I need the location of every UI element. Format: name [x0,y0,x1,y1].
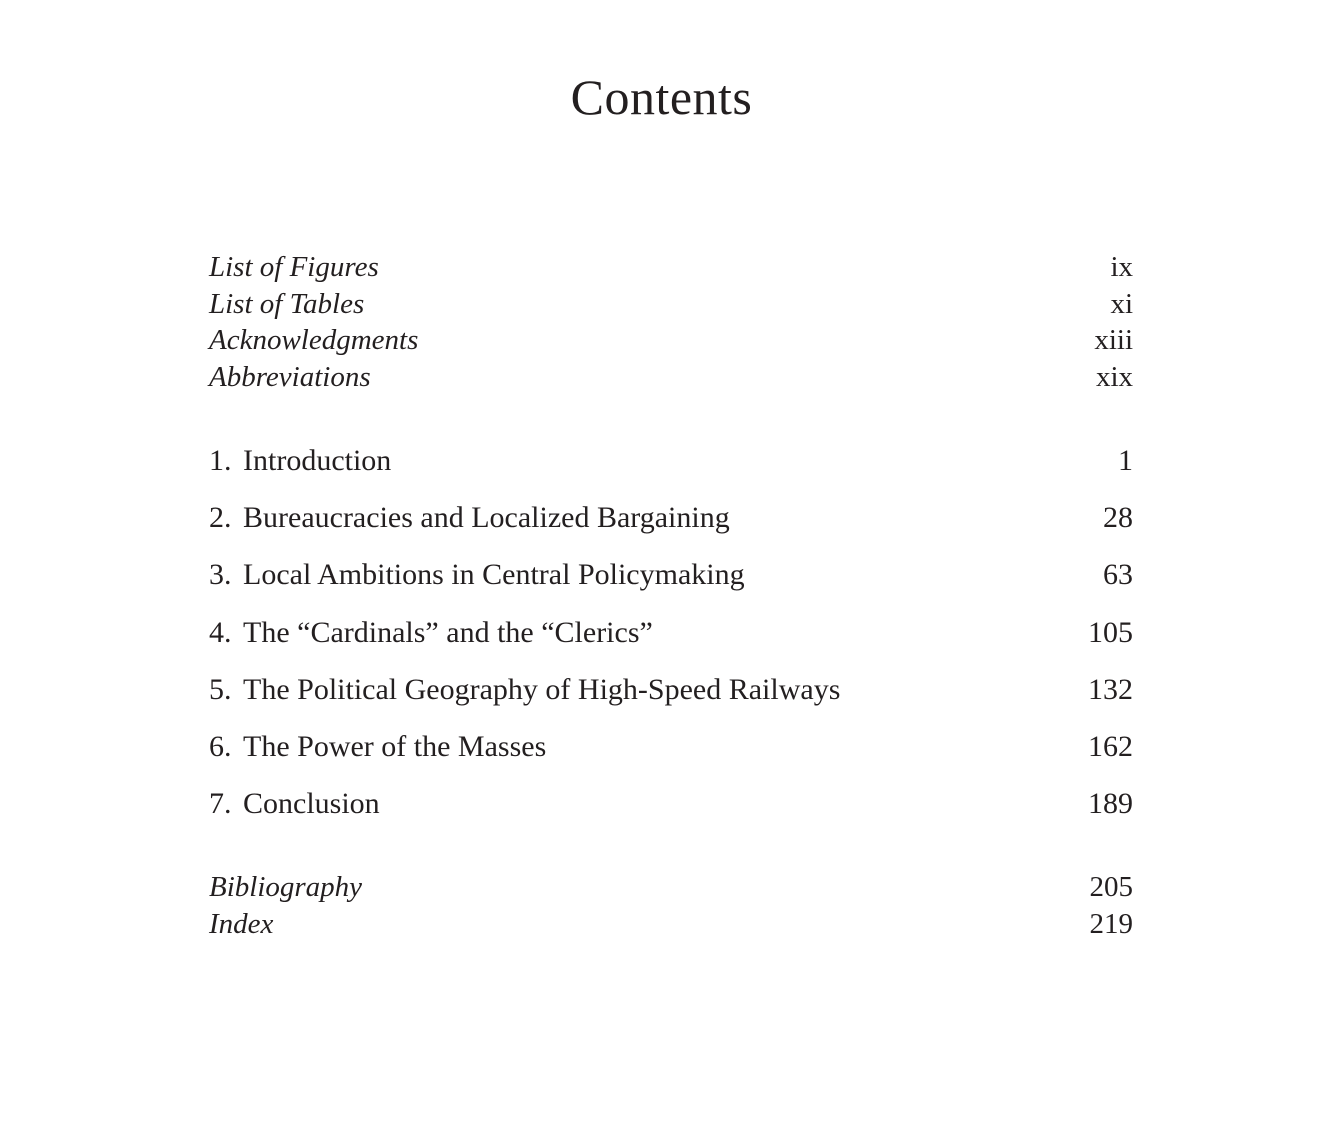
chapter-label [209,784,380,824]
chapter-label [209,498,730,538]
chapter-label [209,555,745,595]
toc-chapter-3[interactable] [209,555,1133,612]
page-title: Contents [570,69,753,125]
chapter-page: 132 [1088,672,1133,706]
toc-entry-list-of-tables[interactable] [209,286,1133,323]
chapter-title: Bureaucracies and Localized Bargaining [243,501,730,535]
chapter-number: 1. [209,444,232,477]
chapter-list [209,441,1133,841]
chapter-page: 28 [1103,501,1133,535]
front-matter-list [209,249,1133,395]
entry-page: xi [1110,287,1133,320]
entry-page: xiii [1094,324,1133,356]
chapter-label [209,727,546,767]
toc-entry-index[interactable] [209,906,1133,943]
toc-entry-abbreviations[interactable] [209,359,1133,396]
chapter-label [209,613,653,653]
chapter-page: 1 [1118,444,1133,477]
chapter-page: 105 [1088,615,1133,649]
toc-chapter-4[interactable] [209,613,1133,670]
entry-page: xix [1095,360,1133,393]
entry-label: Acknowledgments [209,324,419,356]
entry-label: List of Figures [209,251,379,283]
chapter-number: 7. [209,787,232,821]
chapter-number: 4. [209,615,232,649]
chapter-page: 63 [1103,558,1133,592]
entry-label: Abbreviations [209,360,371,393]
entry-page: 219 [1089,907,1133,940]
chapter-title: Introduction [243,444,392,477]
chapter-number: 6. [209,729,232,763]
toc-chapter-6[interactable] [209,727,1133,784]
entry-page: ix [1110,251,1133,283]
chapter-number: 3. [209,558,232,592]
toc-chapter-5[interactable] [209,670,1133,727]
chapter-page: 162 [1088,729,1133,763]
back-matter-list [209,869,1133,942]
entry-label: List of Tables [209,287,365,320]
toc-chapter-7[interactable] [209,784,1133,841]
toc-entry-list-of-figures[interactable] [209,249,1133,286]
chapter-label [209,670,840,710]
chapter-page: 189 [1088,787,1133,821]
toc-chapter-1[interactable] [209,441,1133,498]
chapter-title: The Political Geography of High-Speed Railways [243,672,841,706]
chapter-title: The “Cardinals” and the “Clerics” [243,615,653,649]
toc-entry-acknowledgments[interactable] [209,322,1133,359]
entry-page: 205 [1089,871,1133,903]
toc-entry-bibliography[interactable] [209,869,1133,906]
chapter-number: 2. [209,501,232,535]
chapter-title: Local Ambitions in Central Policymaking [243,558,745,592]
chapter-title: The Power of the Masses [243,729,547,763]
entry-label: Bibliography [209,871,363,903]
chapter-label [209,441,391,481]
chapter-number: 5. [209,672,232,706]
entry-label: Index [209,907,274,940]
chapter-title: Conclusion [243,787,380,821]
toc-chapter-2[interactable] [209,498,1133,555]
